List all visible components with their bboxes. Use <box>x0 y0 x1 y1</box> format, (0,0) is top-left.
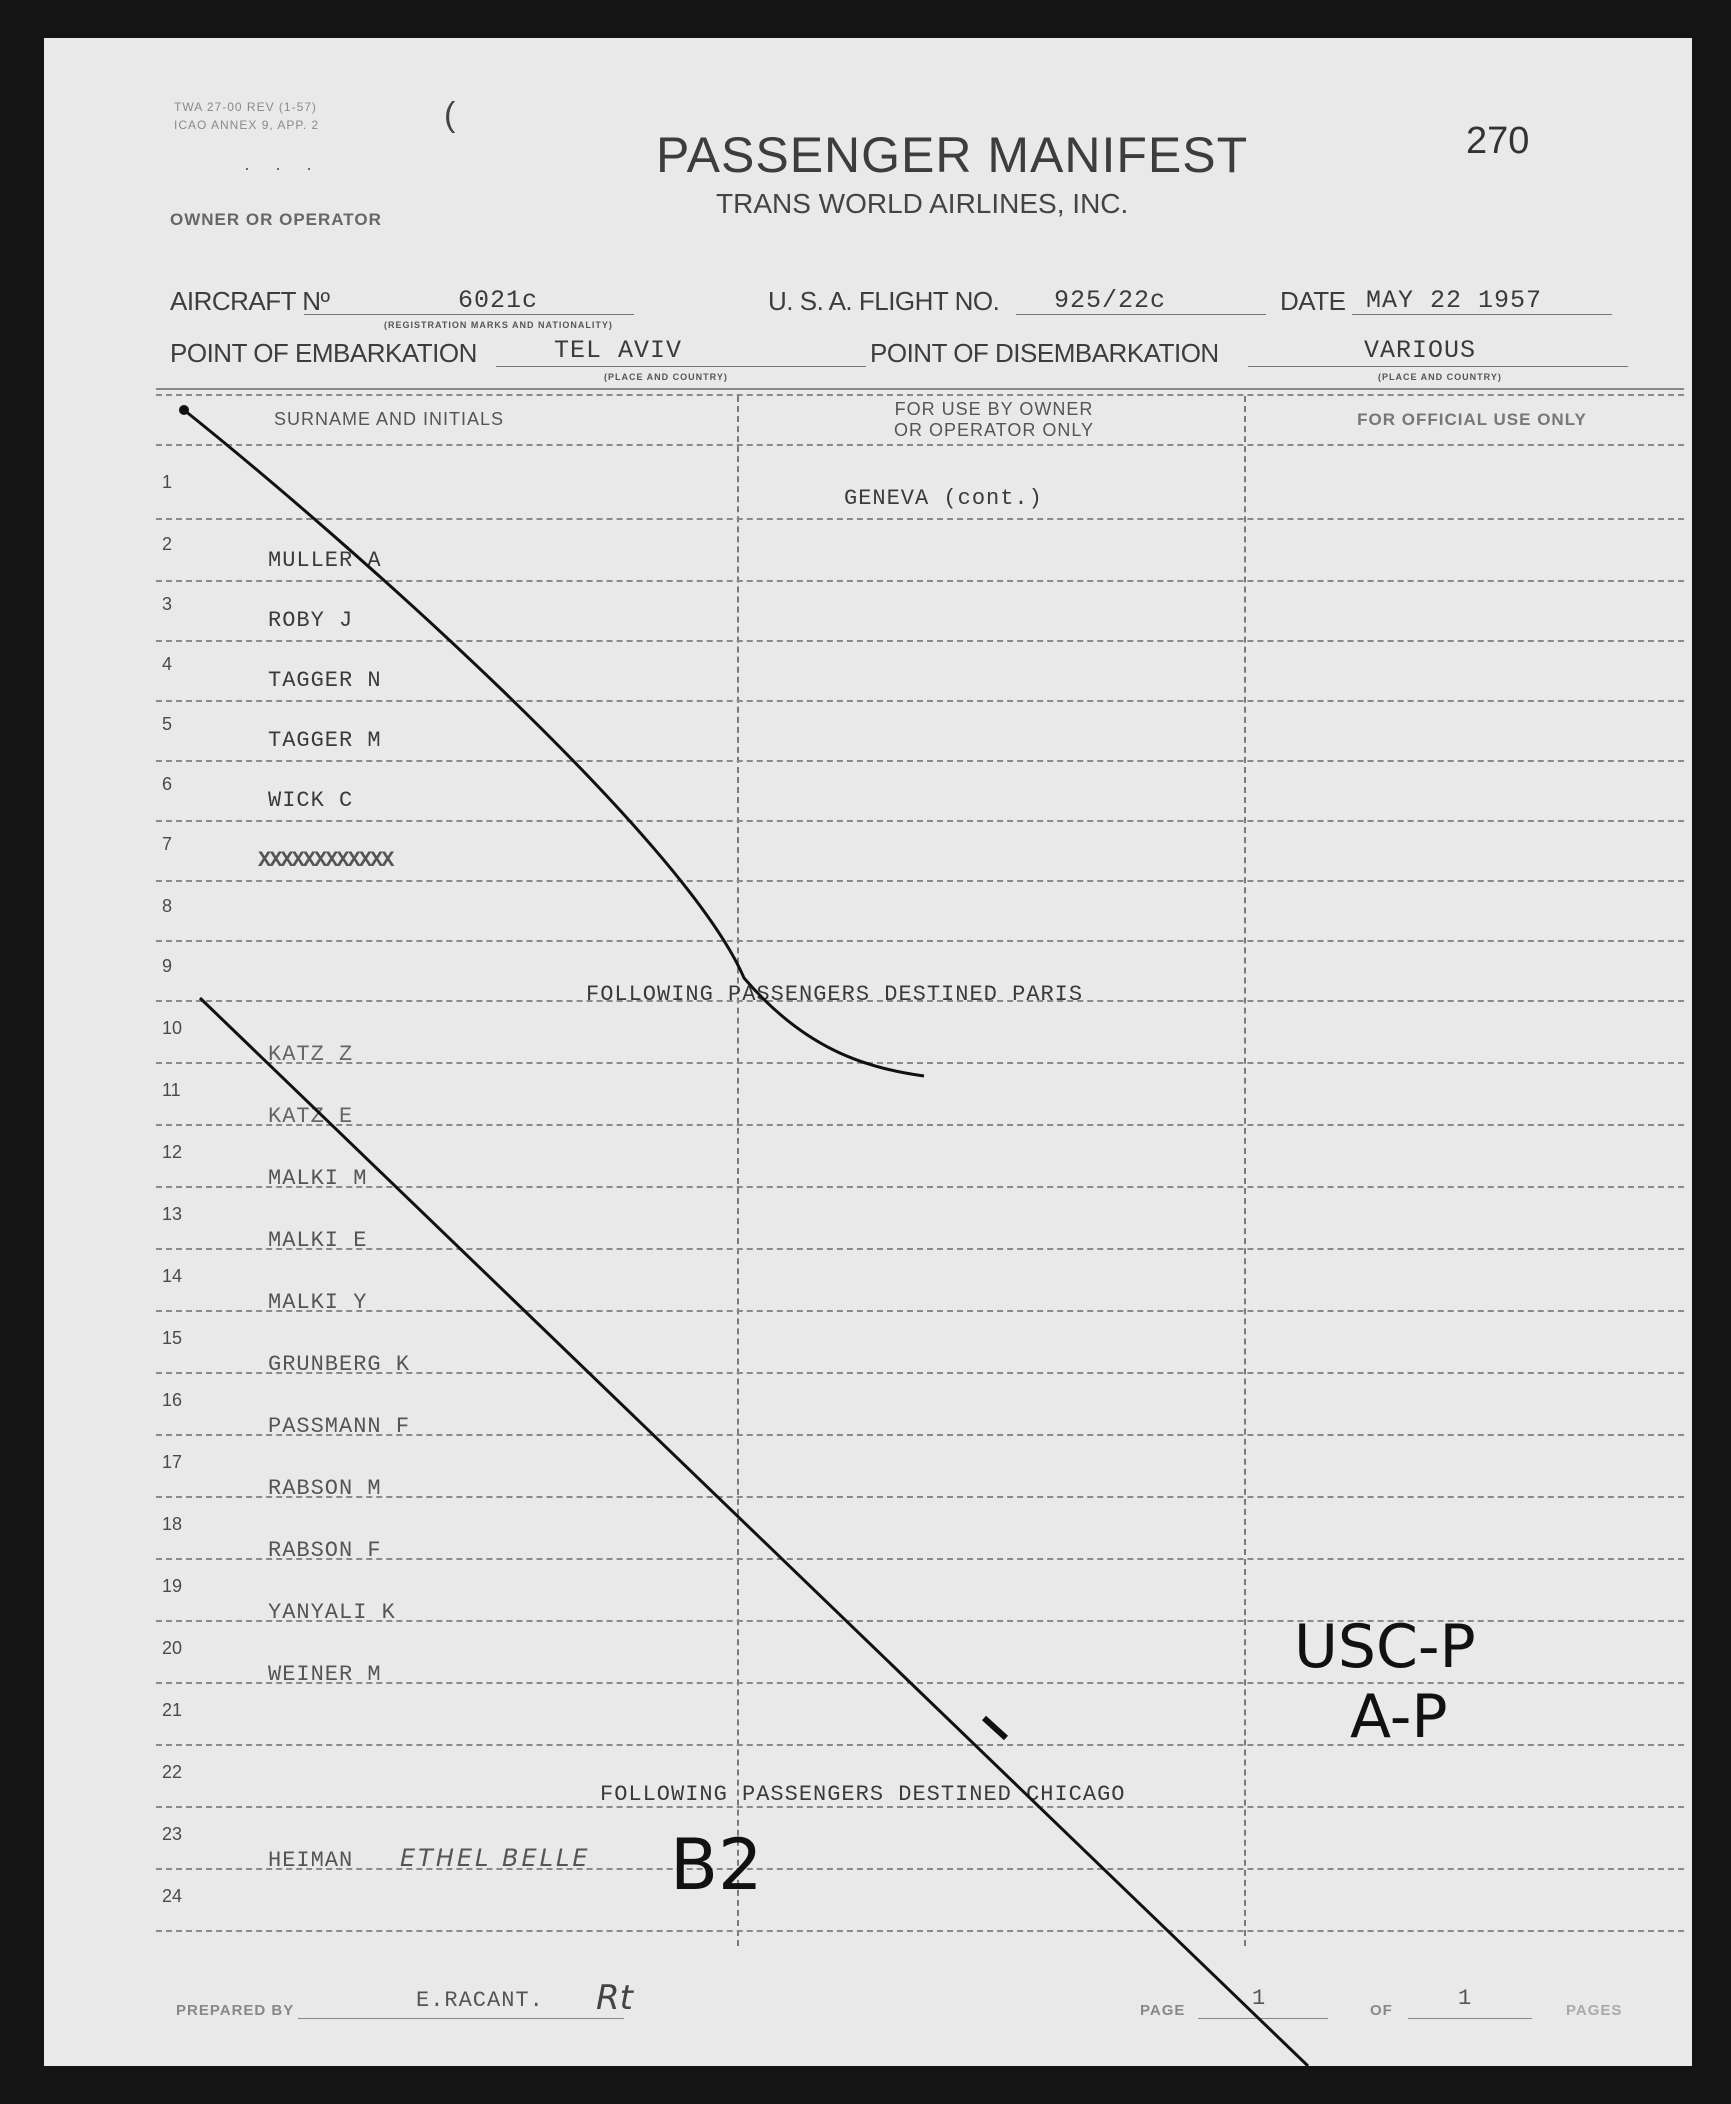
flight-label: U. S. A. FLIGHT NO. <box>768 286 1000 316</box>
handwritten-given-names: ETHEL BELLE <box>400 1844 591 1872</box>
embarkation-label: POINT OF EMBARKATION <box>170 338 477 368</box>
row-number: 2 <box>162 534 173 554</box>
embark-caption: (PLACE AND COUNTRY) <box>604 372 728 382</box>
passenger-name: RABSON F <box>268 1538 382 1563</box>
passenger-name: MALKI M <box>268 1166 368 1191</box>
struck-out-name: XXXXXXXXXXXX <box>258 848 393 873</box>
row-number: 22 <box>162 1762 183 1782</box>
owner-use-header-line1: FOR USE BY OWNER <box>894 399 1094 419</box>
disembarkation-label: POINT OF DISEMBARKATION <box>870 338 1219 368</box>
date-label: DATE <box>1280 286 1346 316</box>
passenger-name: TAGGER M <box>268 728 382 753</box>
handwritten-official-code-1: USC-P <box>1294 1612 1476 1682</box>
row-number: 1 <box>162 472 173 492</box>
manifest-title: PASSENGER MANIFEST <box>656 127 1249 183</box>
passenger-name: YANYALI K <box>268 1600 396 1625</box>
page-label: PAGE <box>1140 2002 1186 2019</box>
row-number: 16 <box>162 1390 183 1410</box>
passenger-name: ROBY J <box>268 608 354 633</box>
disembark-caption: (PLACE AND COUNTRY) <box>1378 372 1502 382</box>
pen-strike-lines <box>44 38 1692 2066</box>
of-label: OF <box>1370 2002 1393 2019</box>
row-number: 23 <box>162 1824 183 1844</box>
pages-label: PAGES <box>1566 2002 1623 2019</box>
row-number: 8 <box>162 896 173 916</box>
owner-use-header-line2: OR OPERATOR ONLY <box>893 420 1095 440</box>
passenger-name: HEIMAN <box>268 1848 354 1873</box>
handwritten-class-code: B2 <box>670 1824 763 1906</box>
row-number: 15 <box>162 1328 183 1348</box>
row-number: 20 <box>162 1638 183 1658</box>
section-note-paris: FOLLOWING PASSENGERS DESTINED PARIS <box>586 982 1084 1007</box>
embarkation-value: TEL AVIV <box>554 336 683 365</box>
page-stamp-number: 270 <box>1466 120 1530 162</box>
date-value: MAY 22 1957 <box>1366 286 1543 315</box>
row-number: 4 <box>162 654 173 674</box>
row-number: 12 <box>162 1142 183 1162</box>
pen-mark-icon: ( <box>444 96 456 134</box>
row-number: 13 <box>162 1204 183 1224</box>
official-use-header: FOR OFFICIAL USE ONLY <box>1357 410 1587 429</box>
row-number: 3 <box>162 594 173 614</box>
row-number: 5 <box>162 714 173 734</box>
form-code-line2: ICAO ANNEX 9, APP. 2 <box>174 118 320 132</box>
row-number: 17 <box>162 1452 183 1472</box>
disembarkation-value: VARIOUS <box>1364 336 1477 365</box>
passenger-name: WICK C <box>268 788 354 813</box>
row-number: 21 <box>162 1700 183 1720</box>
dots-mark: · · · <box>244 158 322 178</box>
row-number: 7 <box>162 834 173 854</box>
handwritten-official-code-2: A-P <box>1350 1682 1448 1752</box>
initials-signature-icon: Rt <box>596 1978 633 2018</box>
row-number: 14 <box>162 1266 183 1286</box>
ink-dot <box>179 405 189 415</box>
ink-tick <box>984 1718 1006 1738</box>
passenger-name: KATZ E <box>268 1104 354 1129</box>
row-number: 18 <box>162 1514 183 1534</box>
manifest-sheet <box>44 38 1692 2066</box>
passenger-name: GRUNBERG K <box>268 1352 411 1377</box>
passenger-name: WEINER M <box>268 1662 382 1687</box>
row-number: 6 <box>162 774 173 794</box>
section-note-chicago: FOLLOWING PASSENGERS DESTINED CHICAGO <box>600 1782 1126 1807</box>
row-owner-note: GENEVA (cont.) <box>844 486 1043 511</box>
row-number: 24 <box>162 1886 183 1906</box>
registration-caption: (REGISTRATION MARKS AND NATIONALITY) <box>384 320 613 330</box>
row-number: 19 <box>162 1576 183 1596</box>
passenger-name: KATZ Z <box>268 1042 354 1067</box>
passenger-name: RABSON M <box>268 1476 382 1501</box>
airline-name: TRANS WORLD AIRLINES, INC. <box>716 188 1129 219</box>
passenger-name: PASSMANN F <box>268 1414 411 1439</box>
of-value: 1 <box>1458 1986 1473 2011</box>
owner-operator-label: OWNER OR OPERATOR <box>170 210 382 229</box>
page-value: 1 <box>1252 1986 1267 2011</box>
flight-value: 925/22c <box>1054 286 1167 315</box>
strike-line-upper <box>184 410 924 1076</box>
passenger-name: MULLER A <box>268 548 382 573</box>
row-number: 9 <box>162 956 173 976</box>
strike-line-lower <box>200 998 1308 2066</box>
row-number: 11 <box>162 1080 181 1100</box>
row-number: 10 <box>162 1018 183 1038</box>
aircraft-label: AIRCRAFT Nº <box>170 286 330 316</box>
prepared-by-value: E.RACANT. <box>416 1988 544 2013</box>
aircraft-value: 6021c <box>458 286 539 315</box>
prepared-by-label: PREPARED BY <box>176 2002 295 2019</box>
passenger-name: MALKI Y <box>268 1290 368 1315</box>
passenger-name: TAGGER N <box>268 668 382 693</box>
surname-column-header: SURNAME AND INITIALS <box>274 409 505 429</box>
form-code-line1: TWA 27-00 REV (1-57) <box>174 100 317 114</box>
passenger-name: MALKI E <box>268 1228 368 1253</box>
